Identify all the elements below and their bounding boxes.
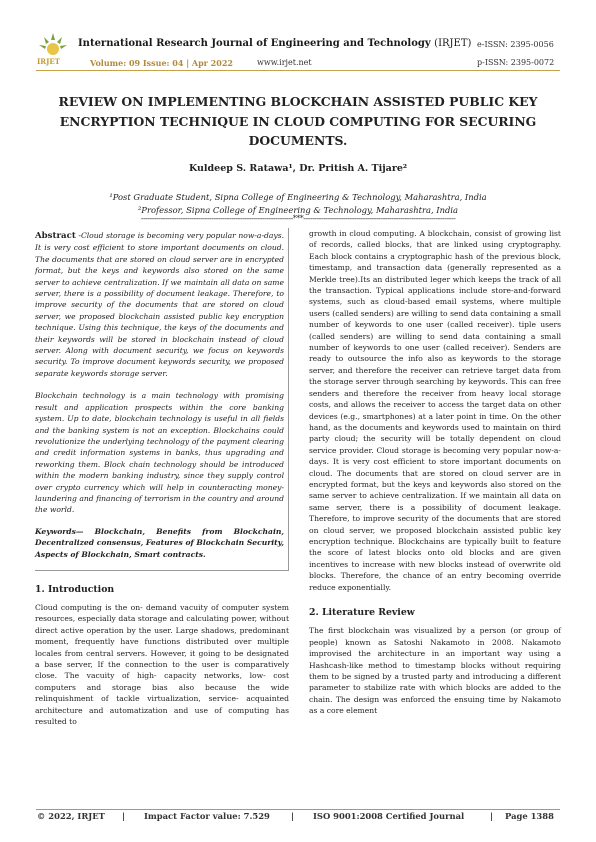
paper-title: REVIEW ON IMPLEMENTING BLOCKCHAIN ASSISTED PUBLIC KEY ENCRYPTION TECHNIQUE IN CLOUD COMPUTING FOR SECURING DOCUMENTS. [58,94,538,148]
journal-name [78,38,471,49]
abstract-label: Abstract [35,231,76,241]
intro-continued-text: growth in cloud computing. A blockchain, consist of growing list of records, called blocks, that are linked using cryptography. Each block contains a cryptographic hash of the previous block, timestamp, and transaction data (generally represented as a Merkle tree).Its an distributed leger which keeps the track of all the transaction. Typical applications include store-and-forward systems, such as cloud-based email systems, where multiple users (called senders) are willing to send data containing a small number of keywords to one user (called receiver). tiple users (called senders) are willing to send data containing a small number of keywords to one user (called receiver). Senders are ready to outsource the info also as keywords to the storage server, and therefore the receiver can retrieve target data from the storage server through searching by keywords. This can free senders and therefore the receiver from heavy local storage costs, and allows the receiver to access the target data on other devices (e.g., smartphones) at a later point in time. On the other hand, as the documents and keywords used to maintain on third party cloud; the security will be totally dependent on cloud service provider. Cloud storage is becoming very popular now-a-days. It is very cost efficient to store important documents on cloud. The documents that are stored on cloud server are in encrypted format, but the keys and keywords also stored on the same server to achieve centralization. If we maintain all data on same server, there is a possibility of document leakage. Therefore, to improve security of the documents that are stored on cloud server, we proposed blockchain assisted public key encryption technique. Blockchains are typically built to feature the score of latest blocks onto old blocks and are given incentives to increase with new blocks instead of overwrite old blocks. Therefore, the chance of an entry becoming override reduce exponentially. [309,229,561,592]
keywords: Keywords— Blockchain, Benefits from Blockchain, Decentralized consensus, Features of Blockchain Security, Aspects of Blockchain, Smart contracts. [35,526,284,559]
e-issn: e-ISSN: 2395-0056 [477,40,554,49]
footer-copyright: © 2022, IRJET [37,811,105,821]
footer-separator-2: | [291,811,295,821]
affiliation-2: ²Professor, Sipna College of Engineering & Technology, Maharashtra, India [137,205,459,215]
header-divider [36,70,560,71]
footer-page-number: Page 1388 [505,811,554,821]
footer-separator-1: | [122,811,126,821]
footer-divider [36,809,560,810]
abstract-text: -Cloud storage is becoming very popular now-a-days. It is very cost efficient to store important documents on cloud. The documents that are stored on cloud server are in encrypted format, but the keys and keywords also stored on the same server to achieve centralization. If we maintain all data on same server, there is a possibility of document leakage. Therefore, to improve security of the documents that are stored on cloud server, we proposed blockchain assisted public key encryption technique. Using this technique, the keys of the documents and their keywords will be stored in blockchain instead of cloud server. Along with document security, we focus on keywords security. To improve document keywords security, we proposed separate keywords storage server. [35,231,284,378]
journal-abbr: (IRJET) [434,38,472,49]
paper-authors: Kuldeep S. Ratawa¹, Dr. Pritish A. Tijare² [188,163,408,174]
volume-issue: Volume: 09 Issue: 04 | Apr 2022 [90,58,233,68]
section-separator: ---------------------------------------------------------------------***--------------------------------------------------------------------- [140,214,456,223]
intro-text: Cloud computing is the on- demand vacuity of computer system resources, especially data storage and calculating power, without direct active operation by the user. Large shadows, predominant moment, frequently have functions distributed over multiple locales from central servers. However, it going to be designated a base server, If the connection to the user is comparatively close. The vacuity of high- capacity networks, low- cost computers and storage bias also because the wide relinquishment of tackle virtualization, service- acquainted architecture and automatization and use of computing has resulted to [35,602,289,727]
footer-iso: ISO 9001:2008 Certified Journal [313,811,465,821]
logo-text: IRJET [37,57,60,66]
website-link[interactable]: www.irjet.net [257,58,312,67]
footer-impact-factor: Impact Factor value: 7.529 [144,811,270,821]
right-column [309,228,561,717]
abstract-box [35,228,289,571]
literature-review-heading: 2. Literature Review [309,607,415,618]
footer-separator-3: | [490,811,494,821]
affiliation-1: ¹Post Graduate Student, Sipna College of Engineering & Technology, Maharashtra, India [109,192,487,202]
intro-heading: 1. Introduction [35,583,115,595]
literature-review-text: The first blockchain was visualized by a person (or group of people) known as Satoshi Nakamoto in 2008. Nakamoto improvised the architecture in an important way using a Hashcash-like method to timestamp blocks without requiring them to be signed by a trusted party and introducing a different parameter to stabilize rate with which blocks are added to the chain. The design was enforced the ensuing time by Nakamoto as a core element [309,626,561,716]
abstract-paragraph-2: Blockchain technology is a main technology with promising result and application prospects within the core banking system. Up to date, blockchain technology is useful in all fields and the banking system is not an exception. Blockchains could revolutionize the underlying technology of the payment clearing and credit information systems in banks, thus upgrading and reworking them. Block chain technology should be introduced within the modern banking industry, since they supply control over crypto currency which will help in counteracting money-laundering and financing of terrorism in the country and around the world. [35,391,284,515]
p-issn: p-ISSN: 2395-0072 [477,58,555,67]
left-column [35,228,289,727]
journal-title: International Research Journal of Engineering and Technology [78,38,431,49]
